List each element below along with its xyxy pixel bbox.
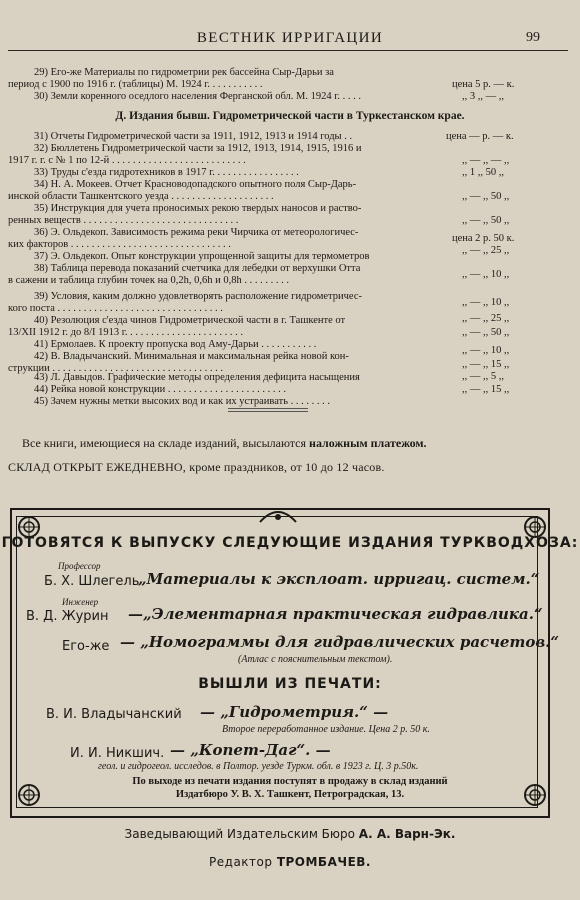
header-rule — [8, 50, 568, 51]
list-item-31-price: цена — р. — к. — [446, 131, 514, 142]
author-nikshich: И. И. Никшич. — [70, 746, 165, 761]
running-header — [8, 30, 572, 50]
list-item-43-price: ,, — ,, 15 ,, — [462, 359, 510, 370]
list-item-34-line2: инской области Ташкентского уезда . . . . . . . . . . . . . . . . . . . . — [8, 191, 274, 202]
list-item-36-price: цена 2 р. 50 к. — [452, 233, 515, 244]
list-item-38-price: ,, — ,, 10 ,, — [462, 269, 510, 280]
list-item-29-line2: период с 1900 по 1916 г. (таблицы) М. 1924 г. . . . . . . . . . . — [8, 79, 263, 90]
list-item-40-price: ,, — ,, 25 ,, — [462, 313, 510, 324]
publishing-bureau-manager — [0, 827, 580, 841]
advert-footer-line2: Издатбюро У. В. Х. Ташкент, Петроградская, 13. — [175, 789, 405, 800]
list-item-45-line1: 45) Зачем нужны метки высоких вод и как их устраивать . . . . . . . . — [34, 396, 330, 407]
list-item-31-line1: 31) Отчеты Гидрометрической части за 1911, 1912, 1913 и 1914 годы . . — [34, 131, 353, 142]
section-d-heading: Д. Издания бывш. Гидрометрической части в Туркестанском крае. — [115, 110, 465, 122]
list-item-41-line1: 41) Ермолаев. К проекту пропуска вод Аму-Дарьи . . . . . . . . . . . — [34, 339, 317, 350]
cod-notice-bold: наложным платежом. — [309, 436, 427, 450]
cod-notice-text: Все книги, имеющиеся на складе изданий, высылаются — [22, 436, 310, 450]
editor-label: Редактор — [209, 855, 277, 869]
list-item-35-line1: 35) Инструкция для учета проносимых рекою твердых наносов и раство- — [34, 203, 362, 214]
list-item-39-line1: 39) Условия, каким должно удовлетворять расположение гидрометричес- — [34, 291, 362, 302]
role-label-engineer: Инженер — [62, 597, 99, 607]
list-item-38-line1: 38) Таблица перевода показаний счетчика для лебедки от верхушки Отта — [34, 263, 361, 274]
list-item-29-price: цена 5 р. — к. — [452, 79, 515, 90]
work-title-hydrometry: — „Гидрометрия.“ — — [200, 703, 389, 721]
list-item-38-line2: в сажени и таблица глубин точек на 0,2h, 0,6h и 0,8h . . . . . . . . . — [8, 275, 289, 286]
list-item-33-line1: 33) Труды с'езда гидротехников в 1917 г. . . . . . . . . . . . . . . . . — [34, 167, 299, 178]
list-item-29-line1: 29) Его-же Материалы по гидрометрии рек бассейна Сыр-Дарьи за — [34, 67, 334, 78]
list-item-35-line2: ренных веществ . . . . . . . . . . . . . . . . . . . . . . . . . . . . . . — [8, 215, 239, 226]
editor-name: ТРОМБАЧЕВ. — [276, 855, 371, 869]
advert-heading-upcoming: ГОТОВЯТСЯ К ВЫПУСКУ СЛЕДУЮЩИЕ ИЗДАНИЯ ТУРКВОДХОЗА: — [1, 535, 579, 551]
manager-name: А. А. Варн-Эк. — [358, 827, 456, 841]
ornament-top-center-icon — [258, 508, 298, 524]
advert-footer-line1: По выходе из печати издания поступят в продажу в склад изданий — [132, 776, 448, 787]
cod-notice — [22, 436, 427, 451]
list-item-45-price: ,, — ,, 15 ,, — [462, 384, 510, 395]
list-item-30-price: ,, 3 ,, — ,, — [462, 91, 504, 102]
list-item-36-line1: 36) Э. Ольдекоп. Зависимость режима реки Чирчика от метеорологичес- — [34, 227, 359, 238]
list-item-44-line1: 44) Рейка новой конструкции . . . . . . . . . . . . . . . . . . . . . . . — [34, 384, 286, 395]
list-item-34-price: ,, — ,, 50 ,, — [462, 191, 510, 202]
list-item-32-line2: 1917 г. г. с № 1 по 12-й . . . . . . . . . . . . . . . . . . . . . . . . . . — [8, 155, 246, 166]
work-note-atlas: (Атлас с пояснительным текстом). — [238, 654, 393, 665]
section-divider — [228, 408, 308, 409]
work-title-shlegel: „Материалы к эксплоат. ирригац. систем.“ — [138, 570, 540, 588]
list-item-39-line2: кого поста . . . . . . . . . . . . . . . . . . . . . . . . . . . . . . . . — [8, 303, 223, 314]
list-item-32-price: ,, — ,, — ,, — [462, 155, 510, 166]
work-note-kopet-dag: геол. и гидрогеол. исследов. в Полтор. уезде Туркм. обл. в 1923 г. Ц. 3 р.50к. — [98, 761, 419, 772]
section-divider-second-rule — [228, 411, 308, 412]
list-item-33-price: ,, 1 ,, 50 ,, — [462, 167, 504, 178]
list-item-37-line1: 37) Э. Ольдекоп. Опыт конструкции упрощенной защиты для термометров — [34, 251, 370, 262]
list-item-35-price: ,, — ,, 50 ,, — [462, 215, 510, 226]
author-zhurin: В. Д. Журин — [26, 609, 109, 624]
list-item-37-price: ,, — ,, 25 ,, — [462, 245, 510, 256]
list-item-40-line2: 13/XII 1912 г. до 8/I 1913 г. . . . . . . . . . . . . . . . . . . . . . . — [8, 327, 243, 338]
manager-label: Заведывающий Издательским Бюро — [124, 827, 359, 841]
journal-title: ВЕСТНИК ИРРИГАЦИИ — [196, 30, 384, 46]
list-item-40-line1: 40) Резолюция с'езда чинов Гидрометрической части в г. Ташкенте от — [34, 315, 346, 326]
advert-heading-published: ВЫШЛИ ИЗ ПЕЧАТИ: — [198, 676, 382, 692]
page-number: 99 — [526, 30, 540, 45]
author-ego-zhe: Его-же — [62, 639, 110, 654]
editor-credit — [0, 855, 580, 869]
list-item-42-line2: струкции . . . . . . . . . . . . . . . . . . . . . . . . . . . . . . . . . — [8, 363, 223, 374]
list-item-36-line2: ких факторов . . . . . . . . . . . . . . . . . . . . . . . . . . . . . . . — [8, 239, 231, 250]
warehouse-hours-notice: СКЛАД ОТКРЫТ ЕЖЕДНЕВНО, кроме праздников, от 10 до 12 часов. — [8, 460, 385, 474]
list-item-34-line1: 34) Н. А. Мокеев. Отчет Красноводопадского опытного поля Сыр-Дарь- — [34, 179, 357, 190]
author-vladychansky: В. И. Владычанский — [46, 707, 182, 722]
list-item-39-price: ,, — ,, 10 ,, — [462, 297, 510, 308]
work-title-kopet-dag: — „Копет-Даг“. — — [170, 741, 331, 759]
list-item-30-line1: 30) Земли коренного оседлого населения Ферганской обл. М. 1924 г. . . . . — [34, 91, 361, 102]
list-item-43-line1: 43) Л. Давыдов. Графические методы определения дефицита насыщения — [34, 372, 360, 383]
role-label-professor: Профессор — [58, 561, 101, 571]
work-note-hydrometry: Второе переработанное издание. Цена 2 р. 50 к. — [222, 724, 430, 735]
list-item-44-price: ,, — ,, 5 ,, — [462, 371, 504, 382]
list-item-32-line1: 32) Бюллетень Гидрометрической части за 1912, 1913, 1914, 1915, 1916 и — [34, 143, 362, 154]
author-shlegel: Б. Х. Шлегель — [44, 574, 140, 589]
list-item-41-price: ,, — ,, 50 ,, — [462, 327, 510, 338]
list-item-42-price: ,, — ,, 10 ,, — [462, 345, 510, 356]
work-title-nomograms: — „Номограммы для гидравлических расчетов.“ — [120, 633, 560, 651]
list-item-42-line1: 42) В. Владычанский. Минимальная и максимальная рейка новой кон- — [34, 351, 349, 362]
work-title-zhurin: —„Элементарная практическая гидравлика.“ — [128, 605, 543, 623]
